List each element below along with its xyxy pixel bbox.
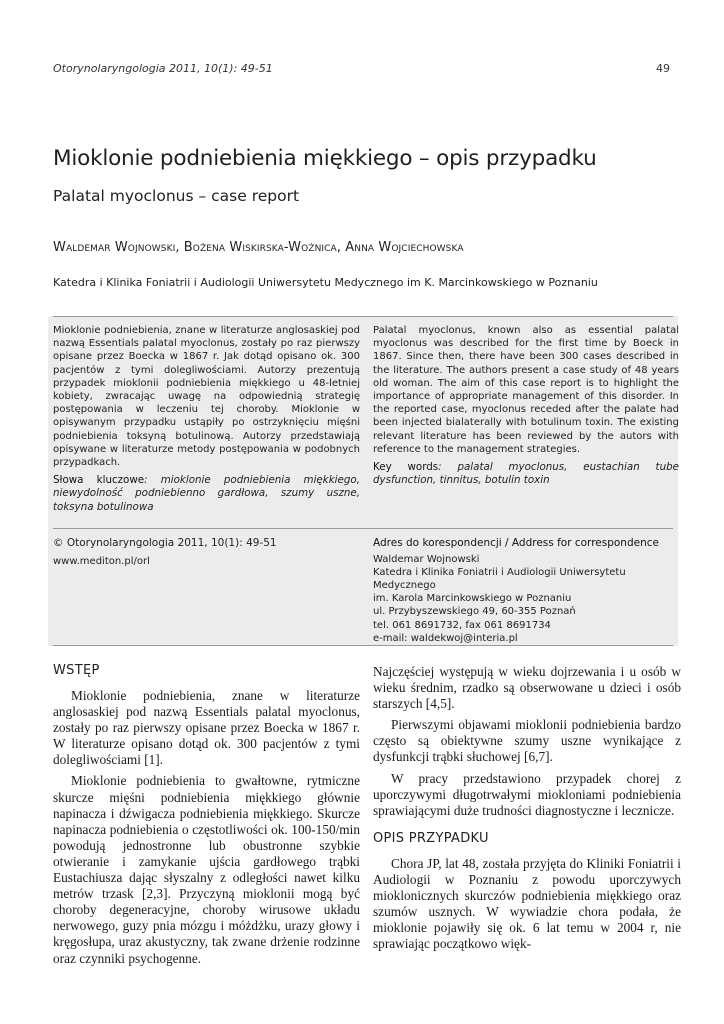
keywords-en-value: : palatal myoclonus, eustachian tube dysfunction, tinnitus, botulin toxin bbox=[373, 461, 679, 487]
abstract-en bbox=[373, 324, 679, 487]
body-left-column bbox=[53, 688, 360, 972]
correspondence bbox=[373, 537, 683, 645]
keywords-pl bbox=[53, 474, 360, 514]
body-paragraph: Najczęściej występują w wieku dojrzewania i u osób w wieku średnim, rzadko są obserwowane u dzieci i osób starszych [4,5]. bbox=[373, 664, 681, 712]
body-right-column bbox=[373, 664, 681, 958]
keywords-en bbox=[373, 461, 679, 487]
correspondence-street: ul. Przybyszewskiego 49, 60-355 Poznań bbox=[373, 606, 576, 618]
article-subtitle: Palatal myoclonus – case report bbox=[53, 187, 300, 205]
body-paragraph: Mioklonie podniebienia, znane w literaturze anglosaskiej pod nazwą Essentials palatal myoclonus, zostały po raz pierwszy opisane przez Boecka w 1867 r. W literaturze opisano dotąd ok. 300 pacjentów z tymi dolegliwościami [1]. bbox=[53, 688, 360, 768]
correspondence-phone: tel. 061 8691732, fax 061 8691734 bbox=[373, 619, 551, 631]
publication-info bbox=[53, 537, 277, 567]
keywords-en-label: Key words bbox=[373, 461, 439, 474]
body-paragraph: W pracy przedstawiono przypadek chorej z uporczywymi długotrwałymi miokloniami podniebienia sprawiającymi duże trudności diagnostyczne i lecznicze. bbox=[373, 770, 681, 818]
abstract-pl bbox=[53, 324, 360, 514]
journal-citation-header: Otorynolaryngologia 2011, 10(1): 49-51 bbox=[53, 62, 273, 75]
abstract-pl-text: Mioklonie podniebienia, znane w literaturze anglosaskiej pod nazwą Essentials palatal myoclonus, zostały po raz pierwszy opisane przez Boecka w 1867 r. Jak dotąd opisano ok. 300 pacjentów z tymi dolegliwościami. Autorzy prezentują przypadek mioklonii podniebienia miękkiego u 48-letniej kobiety, zwracając uwagę na odpowiednią strategię postępowania w leczeniu tej choroby. Mioklonie w opisywanym przypadku ustąpiły po ostrzyknięciu mięśni podniebienia toksyną botulinową. Autorzy przedstawiają opisywane w literaturze metody postępowania w podobnych przypadkach. bbox=[53, 325, 360, 469]
section-heading-case: OPIS PRZYPADKU bbox=[373, 830, 489, 846]
abstract-bottom-rule bbox=[53, 645, 673, 646]
affiliation: Katedra i Klinika Foniatrii i Audiologii Uniwersytetu Medycznego im K. Marcinkowskiego w Poznaniu bbox=[53, 276, 598, 289]
keywords-pl-value: : mioklonie podniebienia miękkiego, niewydolność podniebienno gardłowa, szumy uszne, toksyna botulinowa bbox=[53, 474, 360, 513]
correspondence-name: Waldemar Wojnowski bbox=[373, 554, 480, 566]
article-title: Mioklonie podniebienia miękkiego – opis przypadku bbox=[53, 146, 597, 171]
abstract-en-text: Palatal myoclonus, known also as essential palatal myoclonus was described for the first time by Boeck in 1867. Since then, there have been 300 cases described in the literature. The authors present a case study of 48 years old woman. The aim of this case report is to highlight the importance of appropriate management of this disorder. In the reported case, myoclonus receded after the palate had been injected bialaterally with botulinum toxin. The existing relevant literature has been reviewed by the autors with reference to the management strategies. bbox=[373, 325, 679, 455]
body-paragraph: Pierwszymi objawami mioklonii podniebienia bardzo często są obiektywne szumy uszne wynikające z dysfunkcji trąbki słuchowej [6,7]. bbox=[373, 717, 681, 765]
website-link[interactable]: www.mediton.pl/orl bbox=[53, 556, 150, 567]
keywords-pl-label: Słowa kluczowe bbox=[53, 474, 145, 487]
correspondence-dept: Katedra i Klinika Foniatrii i Audiologii Uniwersytetu Medycznego bbox=[373, 567, 626, 592]
correspondence-heading: Adres do korespondencji / Address for correspondence bbox=[373, 537, 659, 549]
section-heading-intro: WSTĘP bbox=[53, 663, 100, 678]
copyright-line: © Otorynolaryngologia 2011, 10(1): 49-51 bbox=[53, 537, 277, 549]
abstract-divider-rule bbox=[53, 528, 673, 529]
page-number: 49 bbox=[656, 62, 670, 75]
abstract-top-rule bbox=[53, 316, 673, 317]
authors: Waldemar Wojnowski, Bożena Wiskirska-Woźnica, Anna Wojciechowska bbox=[53, 240, 464, 255]
body-paragraph: Mioklonie podniebienia to gwałtowne, rytmiczne skurcze mięśni podniebienia miękkiego głównie napinacza i dźwigacza podniebienia miękkiego. Skurcze napinacza podniebienia o częstotliwości ok. 100-150/min powodują jednostronne lub obustronne szybkie otwieranie i zamykanie ujścia gardłowego trąbki Eustachiusza dając słyszalny z odległości nawet kilku metrów trzask [2,3]. Przyczyną mioklonii mogą być choroby degeneracyjne, choroby wirusowe układu nerwowego, guzy pnia mózgu i móżdżku, urazy głowy i kręgosłupa, uraz akustyczny, tak zwane drżenie rodzinne oraz czynniki psychogenne. bbox=[53, 773, 360, 966]
correspondence-univ: im. Karola Marcinkowskiego w Poznaniu bbox=[373, 593, 572, 605]
body-paragraph: Chora JP, lat 48, została przyjęta do Kliniki Foniatrii i Audiologii w Poznaniu z powodu uporczywych mioklonicznych skurczów podniebienia miękkiego oraz szumów usznych. W wywiadzie chora podała, że mioklonie pojawiły się ok. 6 lat temu w 2004 r, nie sprawiając początkowo więk- bbox=[373, 855, 681, 952]
correspondence-email[interactable]: e-mail: waldekwoj@interia.pl bbox=[373, 632, 518, 644]
